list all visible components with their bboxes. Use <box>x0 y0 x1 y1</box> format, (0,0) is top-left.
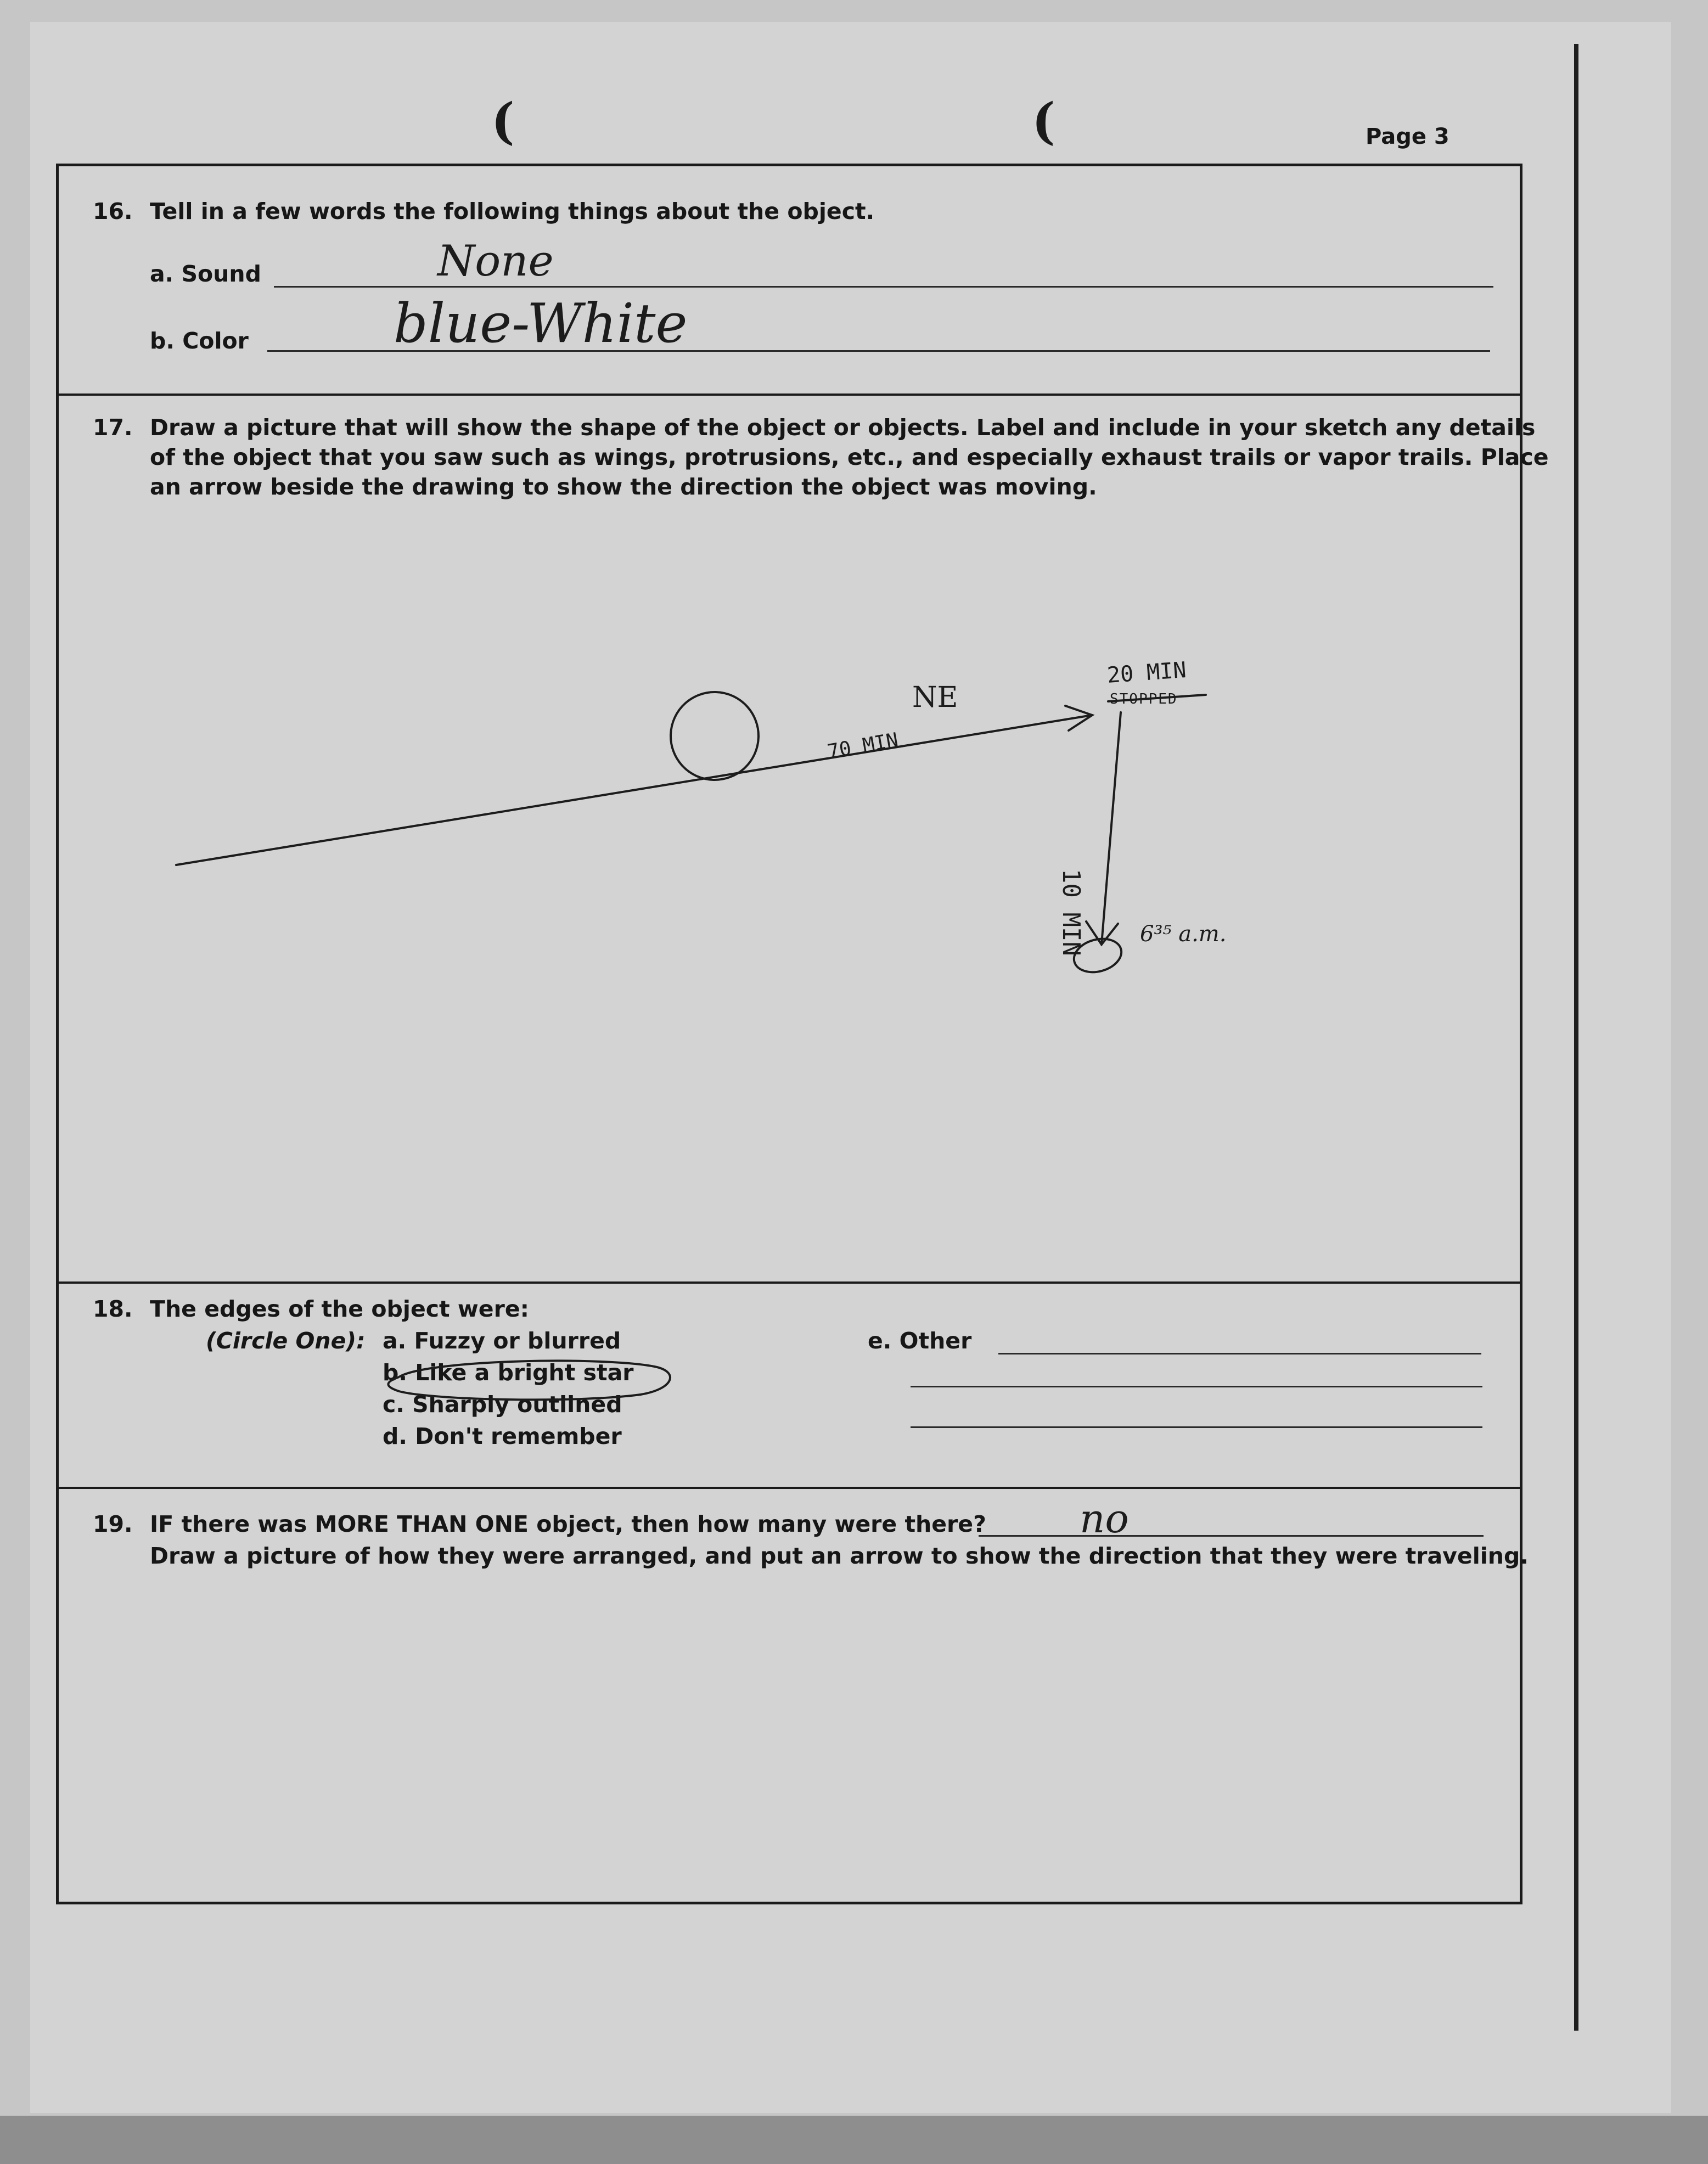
q17-line-1: Draw a picture that will show the shape of the object or objects. Label and include in your sketch any details <box>150 414 1536 441</box>
color-answer: blue-White <box>394 293 688 355</box>
q16-color-label: b. Color <box>150 328 249 354</box>
question-17 <box>59 396 1549 1284</box>
sound-answer-line <box>274 286 1493 288</box>
other-answer-line-1 <box>998 1353 1481 1354</box>
q16-number: 16. <box>93 198 133 224</box>
object-circle <box>658 679 771 792</box>
q17-line-3: an arrow beside the drawing to show the direction the object was moving. <box>150 474 1097 500</box>
q19-number: 19. <box>93 1511 133 1537</box>
sketch-label-top-time: 20 MIN <box>1106 657 1187 688</box>
q19-line-2: Draw a picture of how they were arranged, and put an arrow to show the direction that they were traveling. <box>150 1543 1529 1569</box>
question-16 <box>59 166 1520 396</box>
descent-line <box>1102 712 1121 945</box>
other-answer-line-3 <box>911 1426 1482 1428</box>
page-edge <box>1574 44 1578 2031</box>
sketch-label-travel-time: 70 MIN <box>825 729 900 763</box>
sketch-label-ne: NE <box>912 681 958 714</box>
option-a-fuzzy: a. Fuzzy or blurred <box>383 1328 621 1354</box>
question-19 <box>59 1489 1529 1901</box>
q17-number: 17. <box>93 414 133 441</box>
option-c-sharp: c. Sharply outlined <box>383 1391 622 1418</box>
scan-bottom-strip <box>0 2116 1708 2164</box>
q18-circle-one: (Circle One): <box>206 1328 366 1354</box>
flight-path-line <box>176 715 1092 865</box>
q18-prompt: The edges of the object were: <box>150 1296 530 1322</box>
q18-number: 18. <box>93 1296 133 1322</box>
punch-mark-right: ( <box>1032 92 1055 150</box>
sketch-label-end-time: 6³⁵ a.m. <box>1140 921 1227 947</box>
count-answer-line <box>979 1535 1484 1537</box>
option-b-bright-star: b. Like a bright star <box>383 1359 634 1386</box>
q19-prompt: IF there was MORE THAN ONE object, then how many were there? <box>150 1511 986 1537</box>
q17-line-2: of the object that you saw such as wings, protrusions, etc., and especially exhaust trails or vapor trails. Place <box>150 444 1549 470</box>
sketch-label-descent-time: 10 MIN <box>1057 869 1085 956</box>
sound-answer: None <box>437 237 554 286</box>
option-e-other: e. Other <box>868 1328 972 1354</box>
punch-mark-left: ( <box>491 92 515 150</box>
object-sketch <box>59 396 1519 1274</box>
question-18 <box>59 1284 1520 1489</box>
count-answer: no <box>1080 1496 1129 1542</box>
sketch-label-stopped: STOPPED <box>1110 691 1178 707</box>
other-answer-line-2 <box>911 1386 1482 1387</box>
option-d-dont-remember: d. Don't remember <box>383 1423 622 1449</box>
option-b-selection-circle <box>366 1350 1025 1492</box>
page-number: Page 3 <box>1366 124 1449 149</box>
questionnaire-form <box>56 164 1549 1904</box>
q16-prompt: Tell in a few words the following things about the object. <box>150 198 875 224</box>
q16-sound-label: a. Sound <box>150 261 261 287</box>
